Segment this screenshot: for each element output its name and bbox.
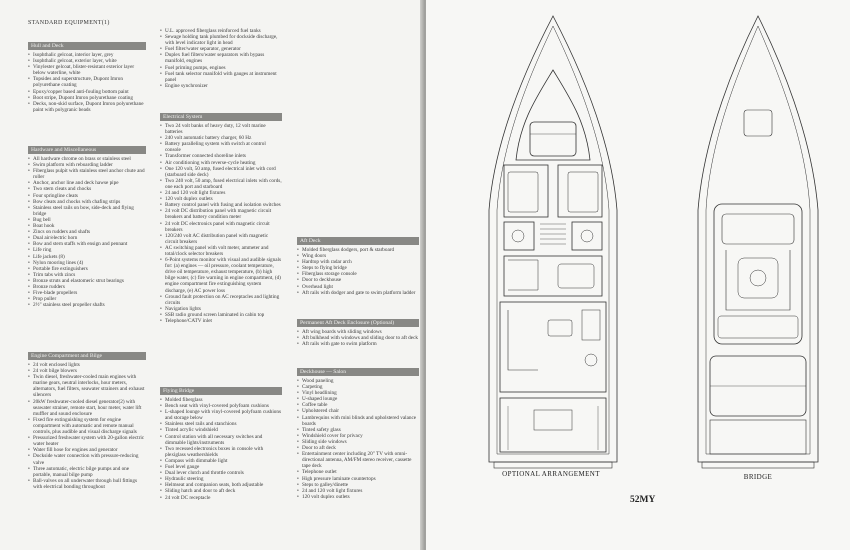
- equipment-item: • Wood paneling: [297, 378, 419, 384]
- equipment-item: • Upholstered chair: [297, 408, 419, 414]
- equipment-item: • Three automatic, electric bilge pumps and one portable, manual bilge pump: [28, 466, 146, 478]
- equipment-item: • Bronze rudders: [28, 284, 146, 290]
- equipment-item: • Life jackets (8): [28, 254, 146, 260]
- equipment-item: • Ball-valves on all underwater through hull fittings with electrical bonding throughout: [28, 478, 146, 490]
- section-deckhouse-salon: [297, 368, 419, 500]
- section-aft-deck-enclosure: [297, 319, 419, 347]
- section-hardware: [28, 146, 146, 308]
- equipment-item: • Windshield cover for privacy: [297, 433, 419, 439]
- equipment-item: • Transformer connected shoreline inlets: [160, 153, 282, 159]
- equipment-item: • Two 240 volt, 50 amp, fused electrical inlets with cords, one each port and starboard: [160, 178, 282, 190]
- equipment-item: • Five-blade propellers: [28, 290, 146, 296]
- equipment-item: • 24 and 120 volt light fixtures: [160, 190, 282, 196]
- equipment-item: • Stainless steel rails on bow, side-deck and flying bridge: [28, 205, 146, 217]
- equipment-item: • 20kW freshwater-cooled diesel generator(2) with seawater strainer, remote start, hour meter, water lift muffler and sound enclosure: [28, 399, 146, 417]
- equipment-item: • Two recessed electronics boxes in console with plexiglass weathershields: [160, 446, 282, 458]
- equipment-item: • Lambrequins with mini blinds and upholstered valance boards: [297, 415, 419, 427]
- equipment-item: • Two stern cleats and chocks: [28, 186, 146, 192]
- equipment-item: • Entertainment center including 20" TV with omni-directional antenna, AM/FM stereo receiver, cassette tape deck: [297, 451, 419, 469]
- equipment-item: • 24 volt DC receptacle: [160, 495, 282, 501]
- equipment-item: • Twin diesel, freshwater-cooled main engines with marine gears, neutral interlocks, hour meters, alternators, fuel filters, seawater strainers and exhaust silencers: [28, 374, 146, 398]
- equipment-item: • 240 volt automatic battery charger, 60 Hz: [160, 135, 282, 141]
- equipment-item: • Boot stripe, Dupont Imron polyurethane coating: [28, 95, 146, 101]
- bridge-caption: BRIDGE: [743, 473, 773, 481]
- equipment-item: • Vinylester gelcoat, blister-resistant exterior layer below waterline, white: [28, 64, 146, 76]
- model-number: 52MY: [630, 495, 656, 505]
- equipment-item: • Dockside water connection with pressure-reducing valve: [28, 453, 146, 465]
- item-list: [160, 397, 282, 501]
- optional-arrangement-plan: [478, 10, 628, 472]
- equipment-item: • Pressurized freshwater system with 20-gallon electric water heater: [28, 435, 146, 447]
- equipment-item: • Fuel filter/water separator, generator: [160, 46, 282, 52]
- equipment-item: • Trim tabs with zincs: [28, 272, 146, 278]
- equipment-item: • Bronze struts and elastomeric strut bearings: [28, 278, 146, 284]
- item-list: [297, 329, 419, 347]
- section-aft-deck: [297, 237, 419, 296]
- item-list: [28, 52, 146, 113]
- equipment-item: • Isophthalic gelcoat, exterior layer, white: [28, 58, 146, 64]
- equipment-item: • Boat hook: [28, 223, 146, 229]
- equipment-item: • Four springline cleats: [28, 193, 146, 199]
- item-list: [160, 123, 282, 324]
- equipment-item: • Overhead light: [297, 284, 419, 290]
- equipment-item: • Prop puller: [28, 296, 146, 302]
- bridge-plan: [688, 10, 828, 472]
- equipment-item: • Aft rails with dodger and gate to swim platform ladder: [297, 290, 419, 296]
- section-flying-bridge: [160, 387, 282, 501]
- equipment-item: • Dual air/electric horn: [28, 235, 146, 241]
- equipment-item: • Sewage holding tank plumbed for dockside discharge, with level indicator light in head: [160, 34, 282, 46]
- equipment-item: • Bench seat with vinyl-covered polyfoam cushions: [160, 403, 282, 409]
- equipment-item: • High pressure laminate countertops: [297, 476, 419, 482]
- equipment-item: • Epoxy/copper based anti-fouling bottom paint: [28, 89, 146, 95]
- equipment-item: • Battery control panel with fusing and isolation switches: [160, 202, 282, 208]
- right-page: [426, 0, 850, 550]
- section-title: Flying Bridge: [160, 387, 282, 395]
- equipment-item: • Molded fiberglass dodgers, port & starboard: [297, 247, 419, 253]
- equipment-item: • Coffee table: [297, 402, 419, 408]
- item-list: [28, 156, 146, 308]
- equipment-item: • Water fill hose for engines and generator: [28, 447, 146, 453]
- item-list: [297, 378, 419, 500]
- equipment-item: • Navigation lights: [160, 306, 282, 312]
- equipment-item: • Bug bell: [28, 217, 146, 223]
- equipment-item: • Helmseat and companion seats, both adjustable: [160, 482, 282, 488]
- equipment-item: • Aft wing boards with sliding windows: [297, 329, 419, 335]
- equipment-item: • 6-Point systems monitor with visual and audible signals for: (a) engines — oil pressure, coolant temperature, drive oil temperature, exhaust temperature, (b) high bilge water, (c) fire warning in engine compartment, (d) engine compartment fire extinguishing system discharge, (e) AC power loss: [160, 257, 282, 294]
- equipment-item: • Fixed fire extinguishing system for engine compartment with automatic and remote manual controls, plus audible and visual discharge signals: [28, 417, 146, 435]
- section-title: Deckhouse — Salon: [297, 368, 419, 376]
- equipment-item: • 24 and 120 volt light fixtures: [297, 488, 419, 494]
- equipment-item: • Fiberglass storage console: [297, 271, 419, 277]
- equipment-item: • Topsides and superstructure, Dupont Imron polyurethane coating: [28, 76, 146, 88]
- equipment-item: • Sliding hatch and door to aft deck: [160, 488, 282, 494]
- equipment-item: • Fuel priming pumps, engines: [160, 65, 282, 71]
- section-title: Permanent Aft Deck Enclosure (Optional): [297, 319, 419, 327]
- equipment-item: • 2½" stainless steel propeller shafts: [28, 302, 146, 308]
- equipment-item: • Fiberglass pulpit with stainless steel anchor chute and roller: [28, 168, 146, 180]
- equipment-item: • Engine synchronizer: [160, 83, 282, 89]
- equipment-item: • Portable fire extinguishers: [28, 266, 146, 272]
- equipment-item: • Telephone outlet: [297, 469, 419, 475]
- equipment-item: • 24 volt DC distribution panel with magnetic circuit breakers and battery condition meter: [160, 208, 282, 220]
- equipment-item: • All hardware chrome on brass or stainless steel: [28, 156, 146, 162]
- left-page: [0, 0, 424, 550]
- section-title: Electrical System: [160, 113, 282, 121]
- equipment-item: • Bow cleats and chocks with chafing strips: [28, 199, 146, 205]
- equipment-item: • 24 volt bilge blowers: [28, 368, 146, 374]
- item-list: [28, 362, 146, 490]
- equipment-item: • Fuel level gauge: [160, 464, 282, 470]
- equipment-item: • Vinyl headlining: [297, 390, 419, 396]
- equipment-item: • Battery paralleling system with switch at control console: [160, 141, 282, 153]
- equipment-item: • Stainless steel rails and stanchions: [160, 421, 282, 427]
- section-title: Hull and Deck: [28, 42, 146, 50]
- equipment-item: • Hydraulic steering: [160, 476, 282, 482]
- optional-arrangement-caption: OPTIONAL ARRANGEMENT: [502, 470, 600, 478]
- section-engine: [28, 352, 146, 490]
- equipment-item: • Door to deckhouse: [297, 277, 419, 283]
- equipment-item: • Hardtop with radar arch: [297, 259, 419, 265]
- section-title: Engine Compartment and Bilge: [28, 352, 146, 360]
- equipment-item: • Compass with dimmable light: [160, 458, 282, 464]
- equipment-item: • Aft bulkhead with windows and sliding door to aft deck: [297, 335, 419, 341]
- equipment-item: • Aft rails with gate to swim platform: [297, 341, 419, 347]
- equipment-item: • Duplex fuel filters/water separators with bypass manifold, engines: [160, 52, 282, 64]
- equipment-item: • Ground fault protection on AC receptacles and lighting circuits: [160, 294, 282, 306]
- equipment-item: • Two 24 volt banks of heavy duty, 12 volt marine batteries: [160, 123, 282, 135]
- equipment-item: • 24 volt DC electronics panel with magnetic circuit breakers: [160, 221, 282, 233]
- section-hull-deck: [28, 42, 146, 113]
- equipment-item: • Control station with all necessary switches and dimmable lights/instruments: [160, 434, 282, 446]
- equipment-item: • Bow and stern staffs with ensign and pennant: [28, 241, 146, 247]
- equipment-item: • 120/240 volt AC distribution panel with magnetic circuit breakers: [160, 233, 282, 245]
- equipment-item: • Steps to flying bridge: [297, 265, 419, 271]
- equipment-item: • Anchor, anchor line and deck hawse pipe: [28, 180, 146, 186]
- equipment-item: • Life ring: [28, 247, 146, 253]
- equipment-item: • Isophthalic gelcoat, interior layer, grey: [28, 52, 146, 58]
- equipment-item: • U-shaped lounge: [297, 396, 419, 402]
- equipment-item: • Steps to galley/dinette: [297, 482, 419, 488]
- equipment-item: • Air conditioning with reverse-cycle heating: [160, 160, 282, 166]
- equipment-item: • U.L. approved fiberglass reinforced fuel tanks: [160, 28, 282, 34]
- section-title: Aft Deck: [297, 237, 419, 245]
- equipment-item: • Door to aft deck: [297, 445, 419, 451]
- equipment-item: • SSB radio ground screen laminated in cabin top: [160, 312, 282, 318]
- equipment-item: • L-shaped lounge with vinyl-covered polyfoam cushions and storage below: [160, 409, 282, 421]
- equipment-item: • Tinted safety glass: [297, 427, 419, 433]
- equipment-item: • Fuel tank selector manifold with gauges at instrument panel: [160, 71, 282, 83]
- item-list: [160, 28, 282, 89]
- equipment-item: • 24 volt enclosed lights: [28, 362, 146, 368]
- section-electrical: [160, 113, 282, 324]
- equipment-item: • 120 volt duplex outlets: [160, 196, 282, 202]
- equipment-item: • Sliding side windows: [297, 439, 419, 445]
- item-list: [297, 247, 419, 296]
- equipment-item: • Nylon mooring lines (4): [28, 260, 146, 266]
- equipment-item: • AC switching panel with volt meter, ammeter and total/clock selector breakers: [160, 245, 282, 257]
- section-engine-continued: [160, 28, 282, 89]
- equipment-item: • 120 volt duplex outlets: [297, 494, 419, 500]
- equipment-item: • Telephone/CATV inlet: [160, 318, 282, 324]
- equipment-item: • Zincs on rudders and shafts: [28, 229, 146, 235]
- equipment-item: • Decks, non-skid surface, Dupont Imron polyurethane paint with polygranic beads: [28, 101, 146, 113]
- section-title: Hardware and Miscellaneous: [28, 146, 146, 154]
- equipment-item: • Molded fiberglass: [160, 397, 282, 403]
- equipment-item: • Swim platform with reboarding ladder: [28, 162, 146, 168]
- equipment-item: • Tinted acrylic windshield: [160, 427, 282, 433]
- equipment-item: • One 120 volt, 50 amp, fused electrical inlet with cord (starboard side deck): [160, 166, 282, 178]
- equipment-item: • Carpeting: [297, 384, 419, 390]
- equipment-item: • Wing doors: [297, 253, 419, 259]
- page-header: STANDARD EQUIPMENT(1): [28, 20, 110, 26]
- equipment-item: • Dual lever clutch and throttle controls: [160, 470, 282, 476]
